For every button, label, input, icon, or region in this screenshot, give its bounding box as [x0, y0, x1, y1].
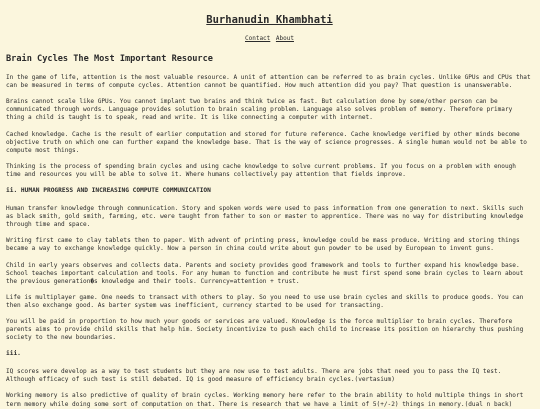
top-nav	[6, 35, 533, 43]
article-paragraph: Thinking is the process of spending brain cycles and using cache knowledge to solve current problems. If you focus on a problem with enough time and resources you will be able to solve it. Where humans collectively pay attention that fields improve.	[6, 162, 516, 178]
section-heading-human-progress: ii. HUMAN PROGRESS AND INCREASING COMPUTE COMMUNICATION	[6, 187, 211, 195]
article-paragraph: Child in early years observes and collects data. Parents and society provides good framework and tools to further expand his knowledge base. School teaches important calculation and tools. For any human to function and contribute he must first spend some brain cycles to learn about the previous generation�s knowledge and their tools. Currency=attention + trust.	[6, 261, 524, 285]
article-paragraph: In the game of life, attention is the most valuable resource. A unit of attention can be referred to as brain cycles. Unlike GPUs and CPUs that can be measured in terms of compute cycles. Attention cannot be quantified. How much attention did you pay? That question is unanswerable.	[6, 74, 531, 90]
article-paragraph: Cached knowledge. Cache is the result of earlier computation and stored for future reference. Cache knowledge verified by other minds become objective truth on which one can further expand the knowledge base. That is the way of science progresses. A single human would not be able to compute most things.	[6, 130, 527, 154]
article-title: Brain Cycles The Most Important Resource	[6, 54, 213, 65]
article-paragraph: Human transfer knowledge through communication. Story and spoken words were used to pass information from one generation to next. Skills such as black smith, gold smith, farming, etc. were taught from father to son or master to apprentice. There was no way for distributing knowledge through time and space.	[6, 205, 524, 229]
article-paragraph: Writing first came to clay tablets then to paper. With advent of printing press, knowledge could be mass produce. Writing and storing things became a way to exchange knowledge quickly. Now a person in china could write about gun powder to be used by European to invent guns.	[6, 237, 520, 253]
site-title[interactable]: Burhanudin Khambhati	[206, 14, 333, 26]
article-paragraph: Life is multiplayer game. One needs to transact with others to play. So you need to use use brain cycles and skills to produce goods. You can then also exchange good. As barter system was inefficient, currency started to be used for transacting.	[6, 293, 524, 309]
article-paragraph: You will be paid in proportion to how much your goods or services are valued. Knowledge is the force multiplier to brain cycles. Therefore parents aims to provide child skills that help him. Society incentivize to push each child to increase its position on hierarchy thus pushing society to the new boundaries.	[6, 317, 524, 342]
article-paragraph: Brains cannot scale like GPUs. You cannot implant two brains and think twice as fast. But calculation done by some/other person can be communicated through words. Language provides solution to brain scaling problem. Language also solves problem of memory. Therefore primary thing a child is taught is to speak, read and write. It is like connecting a computer with internet.	[6, 98, 513, 122]
article-paragraph: IQ scores were develop as a way to test students but they are now use to test adults. There are jobs that need you to pass the IQ test. Although efficacy of such test is still debated. IQ is good measure of efficiency brain cycles.(vertasium)	[6, 368, 502, 384]
nav-link-about[interactable]: About	[275, 35, 294, 42]
article-paragraph: Working memory is also predictive of quality of brain cycles. Working memory here refer to the brain ability to hold multiple things in short term memory while doing some sort of computation on that. There is research that we have a limit of 5(+/-2) things in memory.(dual n back)	[6, 392, 524, 408]
section-heading-iii: iii.	[6, 350, 21, 358]
nav-link-contact[interactable]: Contact	[245, 35, 271, 42]
